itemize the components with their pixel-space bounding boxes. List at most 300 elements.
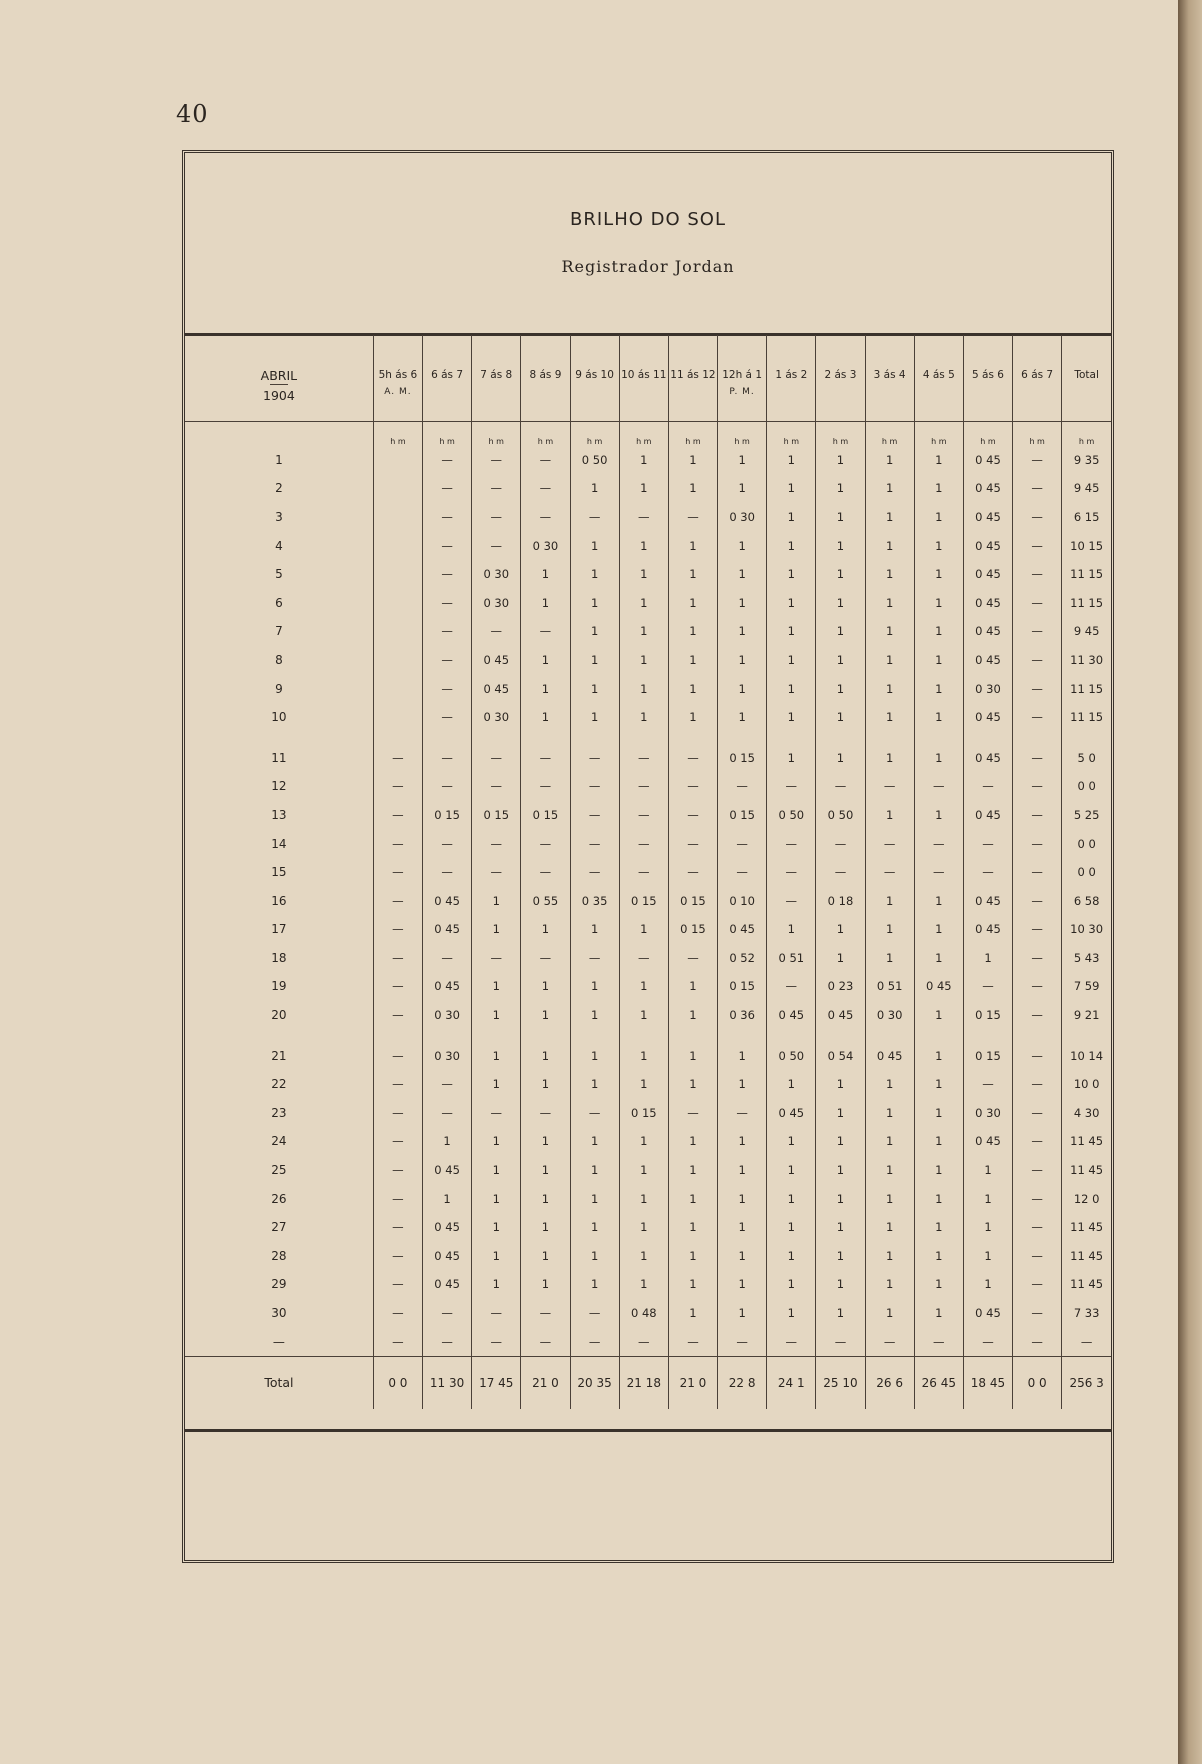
value-cell: 1 — [619, 1270, 668, 1299]
value-cell: 1 — [914, 1270, 963, 1299]
value-cell: 1 — [668, 1001, 717, 1030]
value-cell: 1 — [619, 1242, 668, 1271]
empty-cell — [373, 588, 422, 617]
value-cell: 1 — [570, 617, 619, 646]
value-cell: 1 — [914, 1001, 963, 1030]
row-total-cell: 4 30 — [1062, 1099, 1111, 1128]
value-cell: 1 — [570, 703, 619, 732]
value-cell: 1 — [865, 503, 914, 532]
value-cell: 1 — [423, 1127, 472, 1156]
gap-cell — [914, 1029, 963, 1041]
day-cell: 5 — [275, 567, 283, 582]
value-cell: 0 30 — [963, 674, 1012, 703]
value-cell: — — [521, 1327, 570, 1356]
value-cell: 1 — [570, 1270, 619, 1299]
empty-cell — [373, 531, 422, 560]
row-total-cell: 7 59 — [1062, 972, 1111, 1001]
gap-cell — [570, 731, 619, 743]
value-cell: 1 — [570, 972, 619, 1001]
value-cell: 1 — [521, 1041, 570, 1070]
gap-cell — [718, 731, 767, 743]
gap-cell — [816, 1029, 865, 1041]
day-cell: 28 — [271, 1248, 287, 1263]
day-cell: 11 — [271, 750, 287, 765]
value-cell: — — [1013, 1156, 1062, 1185]
value-cell: 1 — [668, 1127, 717, 1156]
unit-cell: h m — [521, 421, 570, 446]
value-cell: — — [1013, 1127, 1062, 1156]
table-row — [185, 646, 1111, 675]
value-cell: — — [963, 858, 1012, 887]
unit-cell: h m — [570, 421, 619, 446]
value-cell: 1 — [718, 588, 767, 617]
value-cell: — — [423, 858, 472, 887]
value-cell: 0 48 — [619, 1299, 668, 1328]
value-cell: 1 — [668, 972, 717, 1001]
column-header: 8 ás 9 — [521, 335, 570, 421]
value-cell: — — [373, 1127, 422, 1156]
gap-cell — [718, 1029, 767, 1041]
value-cell: 1 — [767, 1242, 816, 1271]
value-cell: — — [1013, 503, 1062, 532]
title-box — [185, 153, 1111, 336]
unit-cell: h m — [1013, 421, 1062, 446]
value-cell: 1 — [963, 1156, 1012, 1185]
value-cell: 1 — [521, 1242, 570, 1271]
value-cell: 0 23 — [816, 972, 865, 1001]
table-row — [185, 886, 1111, 915]
value-cell: 1 — [619, 1070, 668, 1099]
value-cell: 0 45 — [963, 446, 1012, 475]
row-total-cell: 10 15 — [1062, 531, 1111, 560]
value-cell: 0 50 — [767, 801, 816, 830]
value-cell: 1 — [570, 531, 619, 560]
value-cell: 1 — [914, 474, 963, 503]
gap-cell — [521, 1029, 570, 1041]
value-cell: 0 30 — [718, 503, 767, 532]
column-total-cell: 22 8 — [718, 1356, 767, 1409]
gap-cell — [373, 1029, 422, 1041]
value-cell: — — [619, 858, 668, 887]
value-cell: 1 — [668, 1156, 717, 1185]
day-cell: 7 — [275, 624, 283, 639]
empty-cell — [373, 560, 422, 589]
row-total-cell: 11 45 — [1062, 1270, 1111, 1299]
value-cell: 1 — [668, 1299, 717, 1328]
table-row — [185, 972, 1111, 1001]
value-cell: — — [423, 503, 472, 532]
value-cell: 0 51 — [767, 944, 816, 973]
value-cell: 0 50 — [570, 446, 619, 475]
value-cell: — — [373, 1156, 422, 1185]
value-cell: 1 — [619, 474, 668, 503]
row-total-cell: 11 45 — [1062, 1213, 1111, 1242]
table-row — [185, 743, 1111, 772]
day-cell: 19 — [271, 979, 287, 994]
value-cell: 1 — [963, 1213, 1012, 1242]
row-total-cell: 10 0 — [1062, 1070, 1111, 1099]
value-cell: 0 45 — [767, 1099, 816, 1128]
value-cell: — — [914, 772, 963, 801]
value-cell: — — [668, 743, 717, 772]
value-cell: 0 30 — [472, 703, 521, 732]
gap-cell — [914, 731, 963, 743]
value-cell: — — [865, 1327, 914, 1356]
value-cell: — — [865, 858, 914, 887]
value-cell: — — [373, 1070, 422, 1099]
unit-cell: h m — [423, 421, 472, 446]
unit-cell: h m — [373, 421, 422, 446]
unit-cell: h m — [767, 421, 816, 446]
unit-cell: h m — [914, 421, 963, 446]
column-total-cell: 0 0 — [1013, 1356, 1062, 1409]
value-cell: 1 — [570, 588, 619, 617]
value-cell: 0 10 — [718, 886, 767, 915]
value-cell: 0 36 — [718, 1001, 767, 1030]
gap-cell — [185, 1029, 373, 1041]
value-cell: 1 — [619, 1041, 668, 1070]
day-cell: 1 — [275, 452, 283, 467]
value-cell: — — [1013, 1070, 1062, 1099]
value-cell: 1 — [816, 1156, 865, 1185]
value-cell: 1 — [472, 1041, 521, 1070]
value-cell: 0 55 — [521, 886, 570, 915]
value-cell: — — [619, 944, 668, 973]
value-cell: 1 — [816, 1099, 865, 1128]
gap-cell — [865, 731, 914, 743]
row-total-cell: 11 15 — [1062, 703, 1111, 732]
value-cell: 0 30 — [423, 1041, 472, 1070]
value-cell: 0 15 — [718, 972, 767, 1001]
row-total-cell: 9 35 — [1062, 446, 1111, 475]
value-cell: 1 — [521, 588, 570, 617]
value-cell: 1 — [767, 474, 816, 503]
value-cell: — — [570, 829, 619, 858]
value-cell: 0 45 — [963, 915, 1012, 944]
value-cell: 0 45 — [472, 674, 521, 703]
day-cell: 27 — [271, 1220, 287, 1235]
value-cell: — — [718, 858, 767, 887]
row-total-cell: 5 43 — [1062, 944, 1111, 973]
value-cell: 0 50 — [767, 1041, 816, 1070]
value-cell: 1 — [718, 674, 767, 703]
value-cell: — — [718, 829, 767, 858]
table-body — [185, 421, 1111, 1409]
row-total-cell: 11 30 — [1062, 646, 1111, 675]
row-total-cell: 9 45 — [1062, 474, 1111, 503]
value-cell: 1 — [668, 531, 717, 560]
value-cell: 1 — [963, 944, 1012, 973]
table-row — [185, 1099, 1111, 1128]
value-cell: 1 — [816, 531, 865, 560]
value-cell: — — [1013, 1099, 1062, 1128]
value-cell: 1 — [767, 531, 816, 560]
value-cell: 1 — [865, 703, 914, 732]
value-cell: 1 — [472, 1156, 521, 1185]
value-cell: 1 — [963, 1270, 1012, 1299]
value-cell: 1 — [472, 972, 521, 1001]
total-column-header: Total — [1062, 335, 1111, 421]
value-cell: — — [1013, 915, 1062, 944]
value-cell: 1 — [816, 617, 865, 646]
value-cell: — — [423, 588, 472, 617]
table-row — [185, 1156, 1111, 1185]
value-cell: — — [570, 503, 619, 532]
value-cell: 0 45 — [423, 1270, 472, 1299]
day-cell: 17 — [271, 922, 287, 937]
column-total-cell: 26 6 — [865, 1356, 914, 1409]
value-cell: 0 15 — [619, 886, 668, 915]
value-cell: — — [1013, 743, 1062, 772]
empty-cell — [373, 674, 422, 703]
value-cell: 1 — [521, 1127, 570, 1156]
row-total-cell: 11 45 — [1062, 1156, 1111, 1185]
value-cell: 1 — [521, 646, 570, 675]
value-cell: — — [423, 1070, 472, 1099]
value-cell: 1 — [816, 915, 865, 944]
row-total-cell: 11 15 — [1062, 560, 1111, 589]
value-cell: 1 — [865, 474, 914, 503]
value-cell: — — [963, 1327, 1012, 1356]
value-cell: — — [472, 446, 521, 475]
value-cell: 0 30 — [472, 588, 521, 617]
value-cell: 0 45 — [963, 646, 1012, 675]
value-cell: 1 — [914, 1242, 963, 1271]
value-cell: — — [423, 944, 472, 973]
value-cell: 1 — [619, 588, 668, 617]
value-cell: 0 45 — [718, 915, 767, 944]
value-cell: 1 — [718, 1070, 767, 1099]
total-label: Total — [185, 1356, 373, 1409]
value-cell: 1 — [570, 1184, 619, 1213]
value-cell: 1 — [619, 1184, 668, 1213]
value-cell: 0 45 — [423, 1156, 472, 1185]
value-cell: — — [521, 944, 570, 973]
value-cell: 0 45 — [914, 972, 963, 1001]
day-cell: 24 — [271, 1134, 287, 1149]
value-cell: — — [1013, 446, 1062, 475]
value-cell: — — [472, 858, 521, 887]
value-cell: 0 45 — [963, 801, 1012, 830]
value-cell: 1 — [668, 474, 717, 503]
value-cell: 1 — [718, 1242, 767, 1271]
row-total-cell: 11 15 — [1062, 674, 1111, 703]
value-cell: 1 — [816, 1299, 865, 1328]
value-cell: 1 — [718, 1270, 767, 1299]
value-cell: — — [865, 772, 914, 801]
value-cell: 1 — [619, 1001, 668, 1030]
row-total-cell: 6 58 — [1062, 886, 1111, 915]
row-total-cell: — — [1062, 1327, 1111, 1356]
value-cell: — — [521, 743, 570, 772]
value-cell: 0 15 — [718, 801, 767, 830]
month-header — [185, 335, 373, 421]
value-cell: 1 — [865, 560, 914, 589]
empty-cell — [373, 474, 422, 503]
value-cell: — — [373, 915, 422, 944]
value-cell: 1 — [914, 1156, 963, 1185]
value-cell: — — [1013, 886, 1062, 915]
value-cell: — — [668, 944, 717, 973]
value-cell: 1 — [767, 646, 816, 675]
value-cell: 1 — [914, 944, 963, 973]
day-cell: 15 — [271, 865, 287, 880]
value-cell: — — [718, 772, 767, 801]
column-total-cell: 18 45 — [963, 1356, 1012, 1409]
column-header: 4 ás 5 — [914, 335, 963, 421]
value-cell: 1 — [472, 1184, 521, 1213]
spacer-row — [185, 731, 1111, 743]
row-total-cell: 12 0 — [1062, 1184, 1111, 1213]
value-cell: 0 30 — [865, 1001, 914, 1030]
value-cell: 1 — [914, 1070, 963, 1099]
column-header: 1 ás 2 — [767, 335, 816, 421]
value-cell: 1 — [767, 743, 816, 772]
value-cell: 1 — [668, 446, 717, 475]
value-cell: — — [472, 772, 521, 801]
value-cell: — — [1013, 588, 1062, 617]
column-total-cell: 256 3 — [1062, 1356, 1111, 1409]
table-row — [185, 1213, 1111, 1242]
value-cell: 1 — [718, 1127, 767, 1156]
value-cell: 1 — [816, 446, 865, 475]
unit-cell: h m — [668, 421, 717, 446]
gap-cell — [521, 731, 570, 743]
value-cell: 1 — [619, 972, 668, 1001]
value-cell: — — [816, 1327, 865, 1356]
value-cell: 1 — [914, 1184, 963, 1213]
value-cell: — — [619, 829, 668, 858]
value-cell: 0 18 — [816, 886, 865, 915]
value-cell: 0 45 — [963, 617, 1012, 646]
value-cell: — — [521, 772, 570, 801]
value-cell: — — [373, 772, 422, 801]
value-cell: 1 — [472, 1001, 521, 1030]
value-cell: 0 45 — [423, 972, 472, 1001]
value-cell: 0 45 — [963, 1299, 1012, 1328]
value-cell: 1 — [619, 531, 668, 560]
value-cell: — — [373, 858, 422, 887]
value-cell: 1 — [865, 1127, 914, 1156]
column-total-cell: 21 0 — [668, 1356, 717, 1409]
value-cell: — — [423, 446, 472, 475]
value-cell: — — [570, 1327, 619, 1356]
value-cell: — — [373, 886, 422, 915]
value-cell: 0 45 — [865, 1041, 914, 1070]
value-cell: 1 — [865, 617, 914, 646]
gap-cell — [472, 1029, 521, 1041]
value-cell: 0 15 — [472, 801, 521, 830]
value-cell: 1 — [570, 1001, 619, 1030]
value-cell: 1 — [914, 1099, 963, 1128]
value-cell: 1 — [816, 588, 865, 617]
value-cell: 1 — [767, 1299, 816, 1328]
value-cell: — — [521, 446, 570, 475]
gap-cell — [1013, 1029, 1062, 1041]
header-row — [185, 335, 1111, 421]
value-cell: 1 — [816, 1070, 865, 1099]
value-cell: — — [767, 972, 816, 1001]
value-cell: 1 — [521, 1184, 570, 1213]
value-cell: 1 — [718, 1041, 767, 1070]
value-cell: — — [373, 1184, 422, 1213]
unit-cell: h m — [1062, 421, 1111, 446]
value-cell: 1 — [767, 503, 816, 532]
value-cell: 0 45 — [963, 886, 1012, 915]
value-cell: 0 45 — [767, 1001, 816, 1030]
value-cell: 0 45 — [963, 531, 1012, 560]
column-header: 6 ás 7 — [423, 335, 472, 421]
value-cell: 0 30 — [423, 1001, 472, 1030]
value-cell: 1 — [521, 674, 570, 703]
value-cell: 0 51 — [865, 972, 914, 1001]
value-cell: 1 — [816, 743, 865, 772]
empty-cell — [373, 703, 422, 732]
value-cell: — — [472, 474, 521, 503]
column-total-cell: 17 45 — [472, 1356, 521, 1409]
value-cell: 1 — [668, 703, 717, 732]
row-total-cell: 5 25 — [1062, 801, 1111, 830]
column-header: 12h á 1 P. M. — [718, 335, 767, 421]
value-cell: 1 — [570, 674, 619, 703]
row-total-cell: 7 33 — [1062, 1299, 1111, 1328]
value-cell: — — [1013, 858, 1062, 887]
value-cell: 1 — [914, 503, 963, 532]
value-cell: 1 — [914, 886, 963, 915]
table-row — [185, 772, 1111, 801]
value-cell: — — [963, 829, 1012, 858]
value-cell: 1 — [521, 1070, 570, 1099]
row-total-cell: 9 45 — [1062, 617, 1111, 646]
value-cell: 1 — [619, 915, 668, 944]
value-cell: — — [423, 829, 472, 858]
value-cell: — — [914, 829, 963, 858]
value-cell: 1 — [816, 674, 865, 703]
value-cell: 0 15 — [423, 801, 472, 830]
value-cell: 1 — [865, 944, 914, 973]
value-cell: — — [423, 1299, 472, 1328]
gap-cell — [963, 731, 1012, 743]
value-cell: 1 — [472, 1270, 521, 1299]
value-cell: — — [914, 858, 963, 887]
value-cell: 1 — [668, 1270, 717, 1299]
value-cell: — — [619, 772, 668, 801]
value-cell: 0 15 — [718, 743, 767, 772]
row-total-cell: 10 14 — [1062, 1041, 1111, 1070]
value-cell: — — [1013, 531, 1062, 560]
value-cell: — — [1013, 703, 1062, 732]
value-cell: 1 — [914, 915, 963, 944]
value-cell: 0 45 — [963, 743, 1012, 772]
page-subtitle: Registrador Jordan — [561, 257, 735, 276]
value-cell: 0 45 — [423, 1242, 472, 1271]
day-cell: 3 — [275, 509, 283, 524]
value-cell: — — [423, 560, 472, 589]
value-cell: 1 — [570, 1242, 619, 1271]
table-row — [185, 1184, 1111, 1213]
value-cell: 1 — [668, 617, 717, 646]
value-cell: 1 — [865, 531, 914, 560]
value-cell: — — [1013, 1041, 1062, 1070]
empty-cell — [373, 617, 422, 646]
value-cell: — — [472, 1327, 521, 1356]
day-cell: 16 — [271, 893, 287, 908]
value-cell: 1 — [767, 1127, 816, 1156]
table-row — [185, 588, 1111, 617]
value-cell: — — [423, 617, 472, 646]
gap-cell — [1062, 1029, 1111, 1041]
value-cell: 1 — [570, 1213, 619, 1242]
